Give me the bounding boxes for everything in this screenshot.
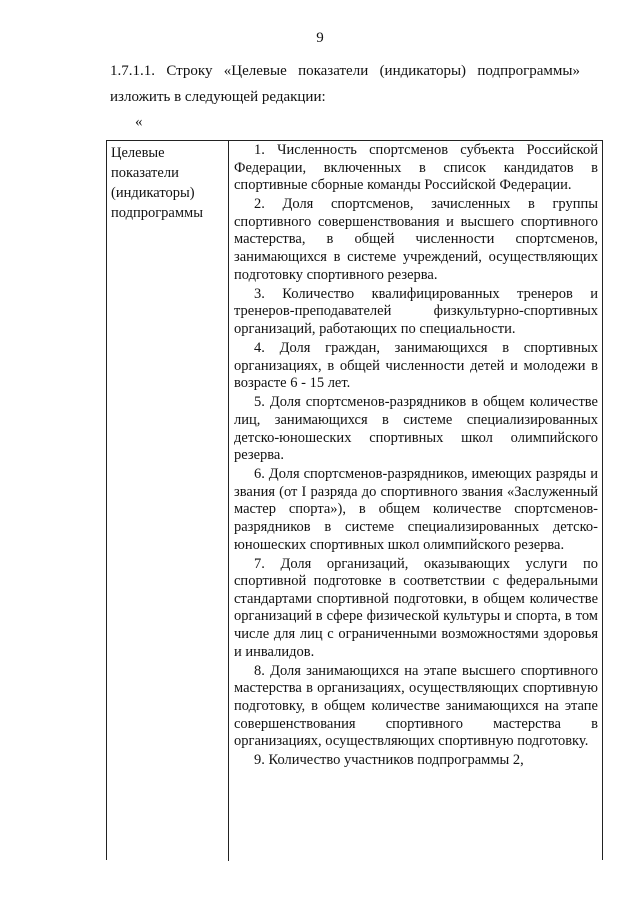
opening-quote: « — [135, 114, 143, 130]
column-divider — [228, 141, 229, 861]
indicators-list — [234, 142, 598, 771]
indicator-item: 1. Численность спортсменов субъекта Российской Федерации, включенных в список кандидатов в спортивные сборные команды Российской Федерации. — [234, 142, 598, 194]
row-label-line: показатели — [111, 165, 179, 181]
row-label-line: подпрограммы — [111, 205, 203, 221]
indicator-item: 6. Доля спортсменов-разрядников, имеющих разряды и звания (от I разряда до спортивного звания «Заслуженный мастер спорта»), в общем количестве спортсменов-разрядников в системе специализированных детско-юношеских спортивных школ олимпийского резерва. — [234, 466, 598, 553]
indicator-item: 3. Количество квалифицированных тренеров и тренеров-преподавателей физкультурно-спортивных организаций, работающих по специальности. — [234, 285, 598, 337]
indicator-item: 5. Доля спортсменов-разрядников в общем количестве лиц, занимающихся в системе специализированных детско-юношеских спортивных школ олимпийского резерва. — [234, 394, 598, 464]
page-number: 9 — [316, 30, 324, 46]
indicator-item: 7. Доля организаций, оказывающих услуги по спортивной подготовке в соответствии с федеральными стандартами спортивной подготовки, в общем количестве организаций в сфере физической культуры и спорта, в том числе для лиц с ограниченными возможностями здоровья и инвалидов. — [234, 555, 598, 660]
indicator-item: 8. Доля занимающихся на этапе высшего спортивного мастерства в организациях, осуществляющих спортивную подготовку, в общем количестве занимающихся на этапе совершенствования спортивного мастерства в организациях, осуществляющих спортивную подготовку. — [234, 662, 598, 750]
intro-line-1: 1.7.1.1. Строку «Целевые показатели (индикаторы) подпрограммы» — [110, 63, 580, 79]
row-label-line: (индикаторы) — [111, 185, 195, 201]
row-label-line: Целевые — [111, 145, 165, 161]
indicator-item: 4. Доля граждан, занимающихся в спортивных организациях, в общей численности детей и молодежи в возрасте 6 - 15 лет. — [234, 340, 598, 392]
indicator-item: 2. Доля спортсменов, зачисленных в группы спортивного совершенствования и высшего спортивного мастерства, в общей численности спортсменов, занимающихся в системе учреждений, осуществляющих подготовку спортивного резерва. — [234, 196, 598, 283]
indicator-item: 9. Количество участников подпрограммы 2, — [254, 752, 524, 769]
intro-line-2: изложить в следующей редакции: — [110, 89, 326, 105]
indicators-table — [106, 140, 603, 860]
row-label-cell — [111, 143, 223, 223]
